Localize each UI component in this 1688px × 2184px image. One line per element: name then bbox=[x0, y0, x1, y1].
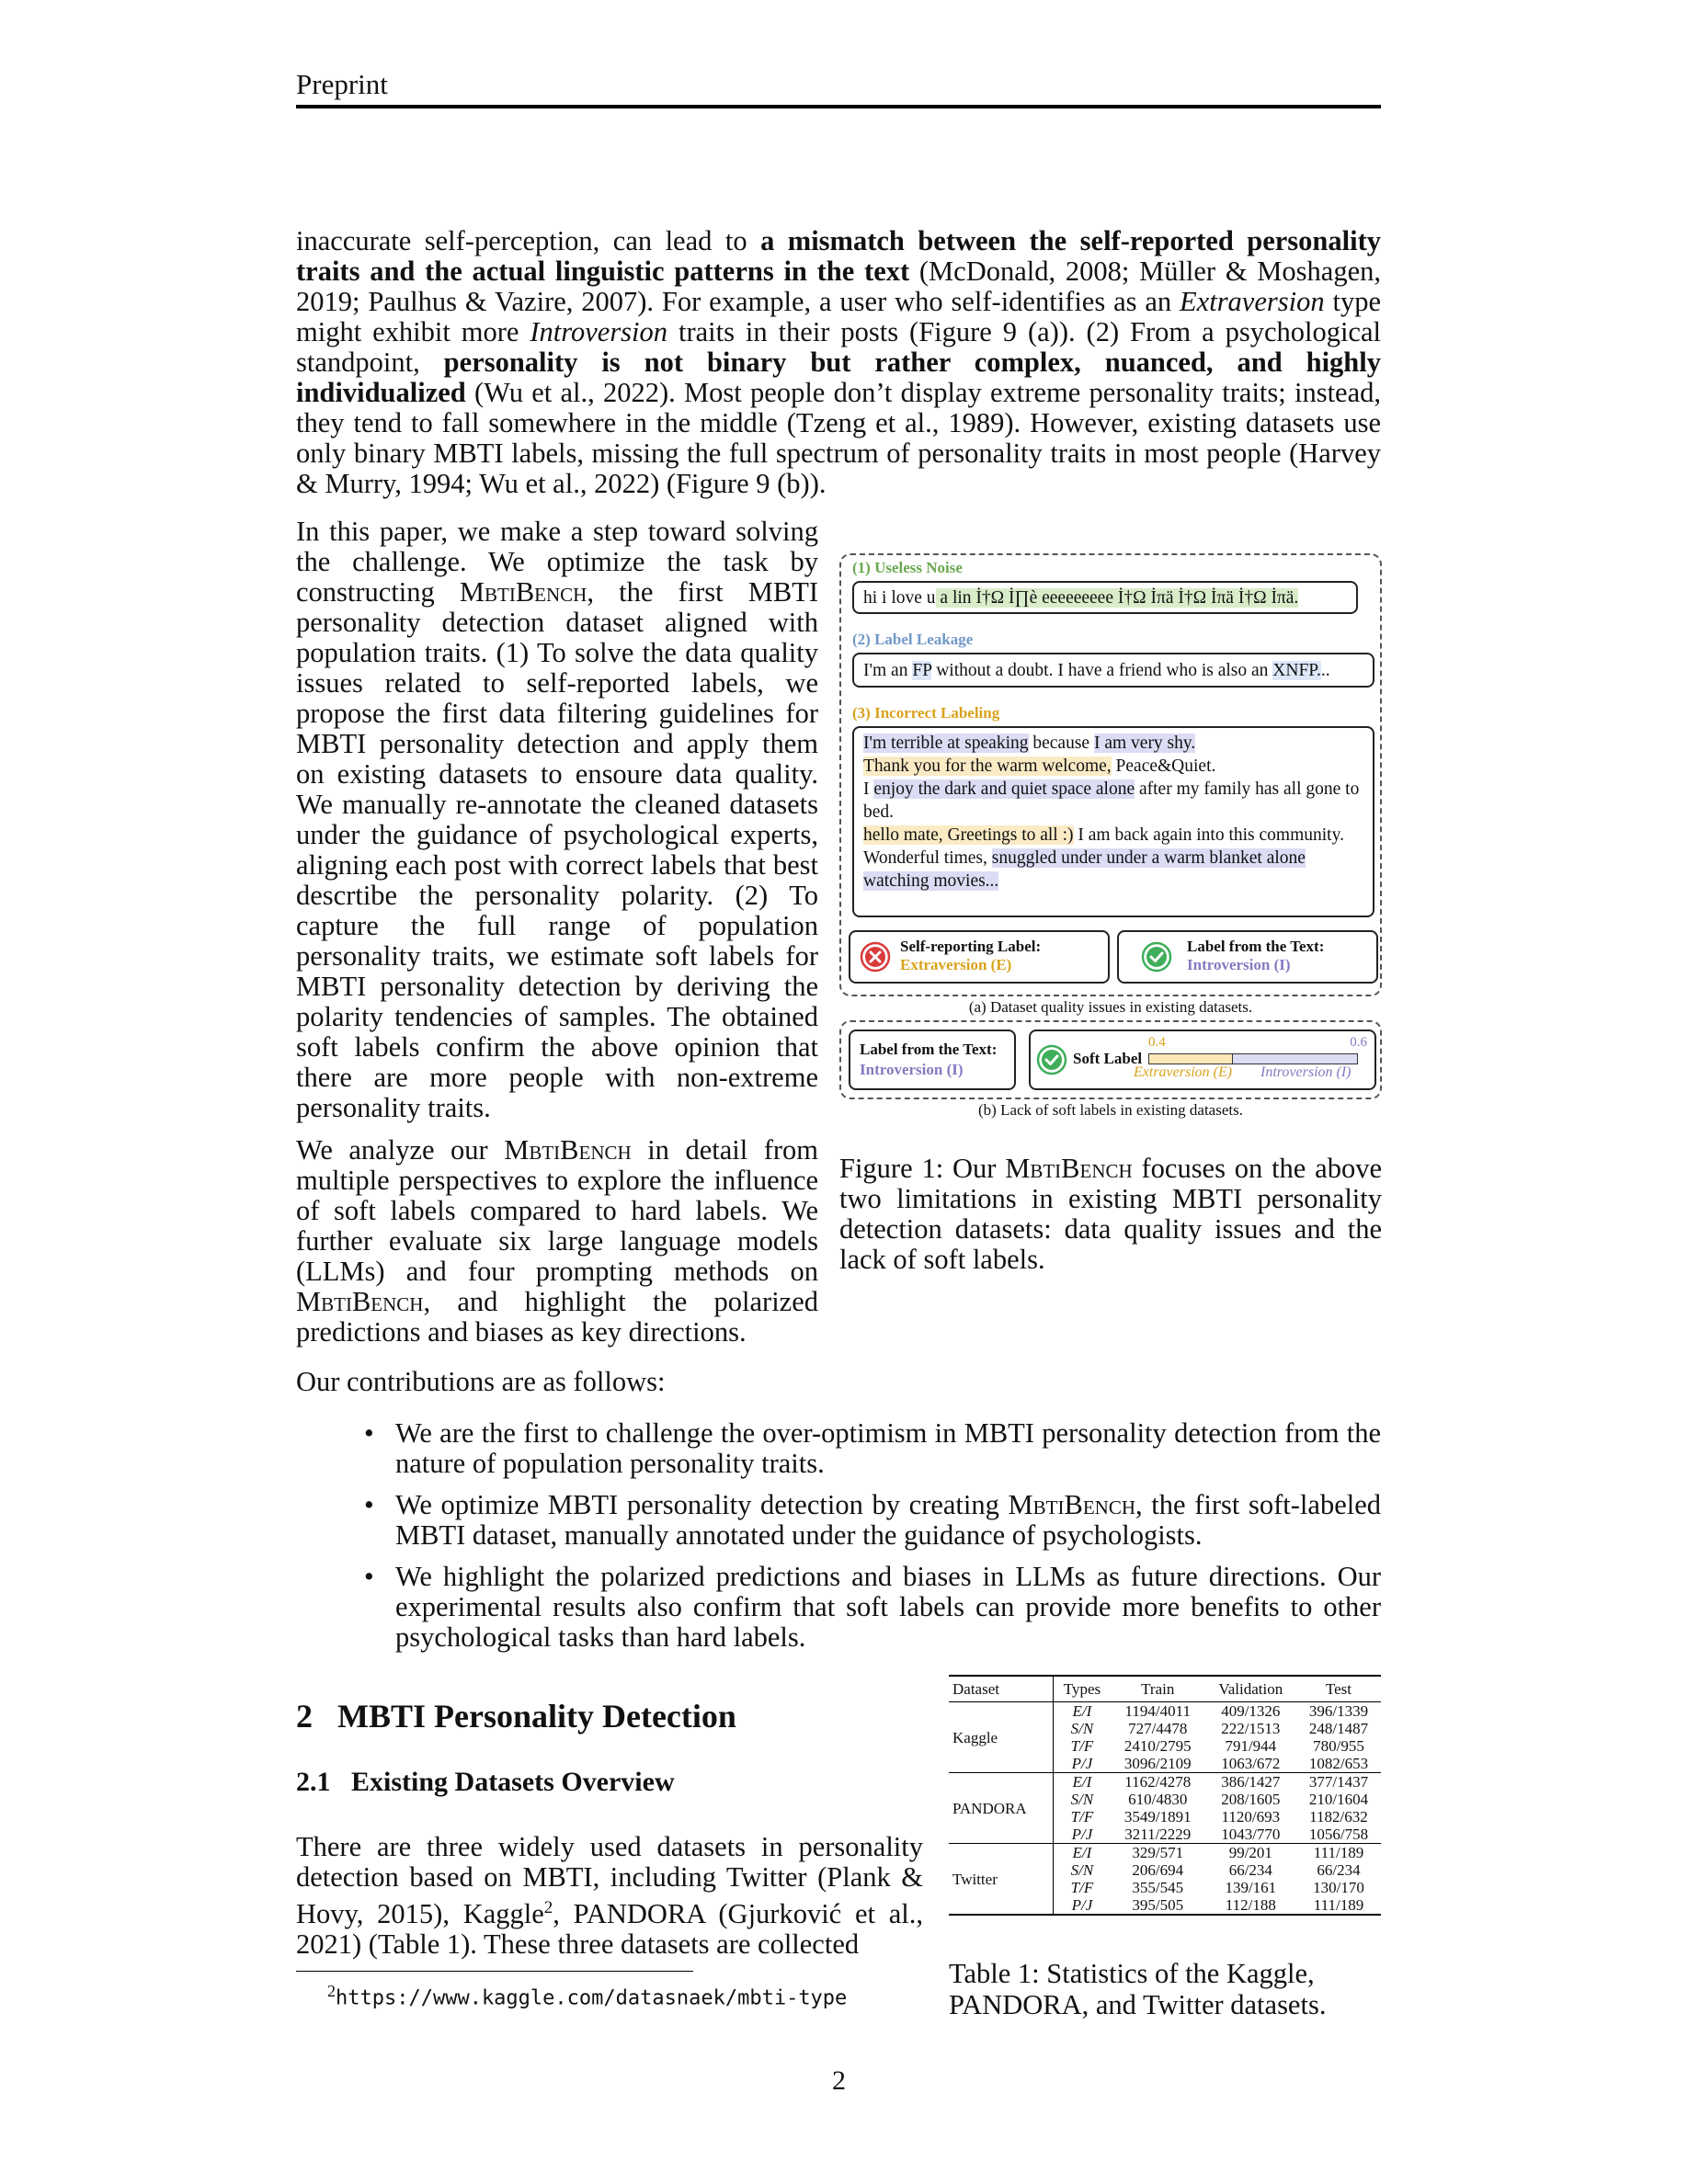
table-cell: 248/1487 bbox=[1308, 1720, 1369, 1737]
soft-label-i-fill bbox=[1233, 1054, 1357, 1064]
bullet-icon: • bbox=[364, 1417, 374, 1449]
header-rule bbox=[296, 105, 1381, 108]
table-cell: 377/1437 bbox=[1308, 1773, 1369, 1791]
table-dataset-name: Kaggle bbox=[952, 1728, 998, 1746]
table-cell: 208/1605 bbox=[1221, 1791, 1281, 1808]
list-item: • We highlight the polarized predictions and biases in LLMs as future directions. Our experimental results also confirm that soft labels can provide more benefits to other psychological tasks than hard labels. bbox=[364, 1561, 1381, 1653]
table-1 bbox=[949, 1675, 1381, 1916]
footnote-rule bbox=[296, 1971, 693, 1972]
table-cell: 206/694 bbox=[1132, 1861, 1184, 1879]
subsection-2-1-heading: 2.1 Existing Datasets Overview bbox=[296, 1767, 675, 1797]
example-line-3: I enjoy the dark and quiet space alone after my family has all gone to bed. bbox=[863, 779, 1360, 822]
table-cell: 396/1339 bbox=[1308, 1702, 1369, 1720]
table-cell: 99/201 bbox=[1228, 1844, 1272, 1861]
section-2-heading: 2 MBTI Personality Detection bbox=[296, 1698, 736, 1735]
table-cell: 2410/2795 bbox=[1123, 1737, 1192, 1755]
table-1-caption: Table 1: Statistics of the Kaggle, PANDORA, and Twitter datasets. bbox=[949, 1958, 1327, 2020]
analysis-paragraph: We analyze our MbtiBench in detail from multiple perspectives to explore the influence of soft labels compared to hard labels. We further evaluate six large language models (LLMs) and four prompting methods on MbtiBench, and highlight the polarized predictions and biases as key directions. bbox=[296, 1134, 818, 1348]
table-header: Test bbox=[1296, 1676, 1381, 1702]
hard-label-box bbox=[849, 1029, 1016, 1090]
table-cell: E/I bbox=[1054, 1702, 1111, 1721]
table-header: Train bbox=[1111, 1676, 1205, 1702]
list-item: • We optimize MBTI personality detection by creating MbtiBench, the first soft-labeled MBTI dataset, manually annotated under the guidance of psychologists. bbox=[364, 1489, 1381, 1551]
check-icon bbox=[1036, 1044, 1067, 1075]
example-line-2: Thank you for the warm welcome, Peace&Quiet. bbox=[863, 756, 1216, 776]
soft-label-bar bbox=[1148, 1053, 1358, 1064]
bullet-icon: • bbox=[364, 1561, 374, 1592]
footnote-url[interactable]: https://www.kaggle.com/datasnaek/mbti-type bbox=[336, 1986, 848, 2010]
bullet-icon: • bbox=[364, 1489, 374, 1520]
table-cell: 3096/2109 bbox=[1123, 1755, 1192, 1772]
table-cell: 1043/770 bbox=[1221, 1826, 1281, 1843]
example-line-1: I'm terrible at speaking because I am very shy. bbox=[863, 734, 1196, 753]
list-item: • We are the first to challenge the over-optimism in MBTI personality detection from the nature of population personality traits. bbox=[364, 1417, 1381, 1479]
soft-label-e-value: 0.4 bbox=[1148, 1035, 1166, 1050]
table-cell: 409/1326 bbox=[1221, 1702, 1281, 1720]
table-cell: 610/4830 bbox=[1128, 1791, 1188, 1808]
table-dataset-name: Twitter bbox=[952, 1870, 998, 1888]
table-cell: 210/1604 bbox=[1308, 1791, 1369, 1808]
check-icon bbox=[1141, 941, 1172, 973]
table-cell: P/J bbox=[1054, 1826, 1111, 1844]
table-cell: 791/944 bbox=[1225, 1737, 1277, 1755]
table-cell: T/F bbox=[1054, 1737, 1111, 1755]
table-cell: 780/955 bbox=[1313, 1737, 1364, 1755]
cross-icon bbox=[860, 941, 891, 973]
text-label-box bbox=[1117, 930, 1378, 984]
table-cell: 395/505 bbox=[1132, 1896, 1184, 1914]
text-label-value: Introversion (I) bbox=[1187, 956, 1291, 973]
table-cell: S/N bbox=[1054, 1861, 1111, 1879]
table-cell: 111/189 bbox=[1313, 1896, 1364, 1914]
table-cell: 66/234 bbox=[1228, 1861, 1272, 1879]
intro-paragraph-continued: inaccurate self-perception, can lead to a mismatch between the self-reported personality traits and the actual linguistic patterns in the text (McDonald, 2008; Müller & Moshagen, 2019; Paulhus & Vazire, 2007). For example, a user who self-identifies as an Extraversion type might exhibit more Introversion traits in their posts (Figure 9 (a)). (2) From a psychological standpoint, personality is not binary but rather complex, nuanced, and highly individualized (Wu et al., 2022). Most people don’t display extreme personality traits; instead, they tend to fall somewhere in the middle (Tzeng et al., 1989). However, existing datasets use only binary MBTI labels, missing the full spectrum of personality traits in most people (Harvey & Murry, 1994; Wu et al., 2022) (Figure 9 (b)). bbox=[296, 225, 1382, 499]
table-row bbox=[949, 1702, 1381, 1721]
self-reporting-title: Self-reporting Label: bbox=[900, 938, 1042, 955]
table-cell: 66/234 bbox=[1317, 1861, 1361, 1879]
soft-label-e-name: Extraversion (E) bbox=[1134, 1064, 1233, 1080]
label-leakage-example: I'm an FP without a doubt. I have a friend who is also an XNFP... bbox=[852, 653, 1374, 688]
table-row bbox=[949, 1773, 1381, 1792]
table-cell: P/J bbox=[1054, 1755, 1111, 1773]
example-line-5: Wonderful times, snuggled under under a warm blanket alone watching movies... bbox=[863, 848, 1306, 891]
table-cell: 3211/2229 bbox=[1124, 1826, 1192, 1843]
table-cell: S/N bbox=[1054, 1720, 1111, 1737]
table-cell: 130/170 bbox=[1313, 1879, 1364, 1896]
figure-caption-a: (a) Dataset quality issues in existing datasets. bbox=[968, 998, 1253, 1016]
figure-caption-b: (b) Lack of soft labels in existing datasets. bbox=[978, 1101, 1243, 1119]
table-cell: T/F bbox=[1054, 1808, 1111, 1826]
useless-noise-example: hi i love u a lin İ†Ω İ∏è eeeeeeeee İ†Ω İπä İ†Ω İπä İ†Ω İπä. bbox=[852, 581, 1358, 614]
figure-1 bbox=[839, 553, 1382, 1123]
table-cell: T/F bbox=[1054, 1879, 1111, 1896]
hard-label-title: Label from the Text: bbox=[860, 1041, 998, 1058]
table-header: Types bbox=[1054, 1676, 1111, 1702]
label-leakage-label: (2) Label Leakage bbox=[852, 631, 974, 648]
table-header: Validation bbox=[1205, 1676, 1296, 1702]
table-cell: 355/545 bbox=[1132, 1879, 1184, 1896]
text-label-title: Label from the Text: bbox=[1187, 938, 1325, 955]
example-line-4: hello mate, Greetings to all :) I am back again into this community. bbox=[863, 825, 1344, 845]
table-cell: 1120/693 bbox=[1221, 1808, 1281, 1826]
self-reporting-value: Extraversion (E) bbox=[900, 956, 1012, 973]
table-cell: 111/189 bbox=[1313, 1844, 1364, 1861]
soft-label-box bbox=[1029, 1029, 1376, 1090]
contributions-list bbox=[355, 1418, 1381, 1664]
table-row bbox=[949, 1844, 1381, 1862]
paper-approach-paragraph: In this paper, we make a step toward solving the challenge. We optimize the task by constructing MbtiBench, the first MBTI personality detection dataset aligned with population traits. (1) To solve the data quality issues related to self-reported labels, we propose the first data filtering guidelines for MBTI personality detection and apply them on existing datasets to ensoure data quality. We manually re-annotate the cleaned datasets under the guidance of psychological experts, aligning each post with correct labels that best descrtibe the personality polarity. (2) To capture the full range of population personality traits, we estimate soft labels for MBTI personality detection by deriving the polarity tendencies of samples. The obtained soft labels confirm the above opinion that there are more people with non-extreme personality traits. bbox=[296, 516, 818, 1123]
contributions-intro: Our contributions are as follows: bbox=[296, 1366, 666, 1397]
useless-noise-label: (1) Useless Noise bbox=[852, 559, 963, 576]
running-header: Preprint bbox=[296, 68, 388, 100]
table-header: Dataset bbox=[949, 1676, 1054, 1702]
table-cell: E/I bbox=[1054, 1773, 1111, 1792]
soft-label-title: Soft Label bbox=[1073, 1050, 1143, 1067]
table-cell: S/N bbox=[1054, 1791, 1111, 1808]
table-cell: 3549/1891 bbox=[1123, 1808, 1192, 1826]
table-cell: P/J bbox=[1054, 1896, 1111, 1915]
page-number: 2 bbox=[832, 2065, 846, 2096]
figure-1-caption: Figure 1: Our MbtiBench focuses on the above two limitations in existing MBTI personality detection datasets: data quality issues and the lack of soft labels. bbox=[839, 1153, 1382, 1275]
soft-label-i-value: 0.6 bbox=[1350, 1035, 1367, 1050]
soft-label-e-fill bbox=[1149, 1054, 1233, 1064]
table-cell: 1182/632 bbox=[1309, 1808, 1368, 1826]
table-cell: 1063/672 bbox=[1221, 1755, 1281, 1772]
table-cell: 139/161 bbox=[1225, 1879, 1277, 1896]
soft-label-i-name: Introversion (I) bbox=[1260, 1064, 1352, 1080]
table-cell: 1056/758 bbox=[1308, 1826, 1369, 1843]
table-cell: 1162/4278 bbox=[1124, 1773, 1192, 1791]
incorrect-labeling-label: (3) Incorrect Labeling bbox=[852, 704, 1000, 722]
table-cell: 386/1427 bbox=[1221, 1773, 1281, 1791]
self-reporting-label-box bbox=[849, 930, 1110, 984]
footnote: $^2$https://www.kaggle.com/datasnaek/mbti-type bbox=[327, 1982, 848, 2010]
table-cell: 112/188 bbox=[1225, 1896, 1276, 1914]
table-cell: 1194/4011 bbox=[1124, 1702, 1191, 1720]
table-cell: 1082/653 bbox=[1308, 1755, 1369, 1772]
incorrect-labeling-examples bbox=[852, 726, 1374, 917]
table-cell: 329/571 bbox=[1132, 1844, 1184, 1861]
datasets-overview-paragraph: There are three widely used datasets in personality detection based on MBTI, including Twitter (Plank & Hovy, 2015), Kaggle$^2$, PANDORA (Gjurković et al., 2021) (Table 1). These three datasets are collected bbox=[296, 1831, 923, 1961]
hard-label-value: Introversion (I) bbox=[860, 1061, 964, 1078]
table-cell: 727/4478 bbox=[1128, 1720, 1188, 1737]
table-dataset-name: PANDORA bbox=[952, 1799, 1027, 1817]
table-cell: E/I bbox=[1054, 1844, 1111, 1862]
table-cell: 222/1513 bbox=[1221, 1720, 1281, 1737]
